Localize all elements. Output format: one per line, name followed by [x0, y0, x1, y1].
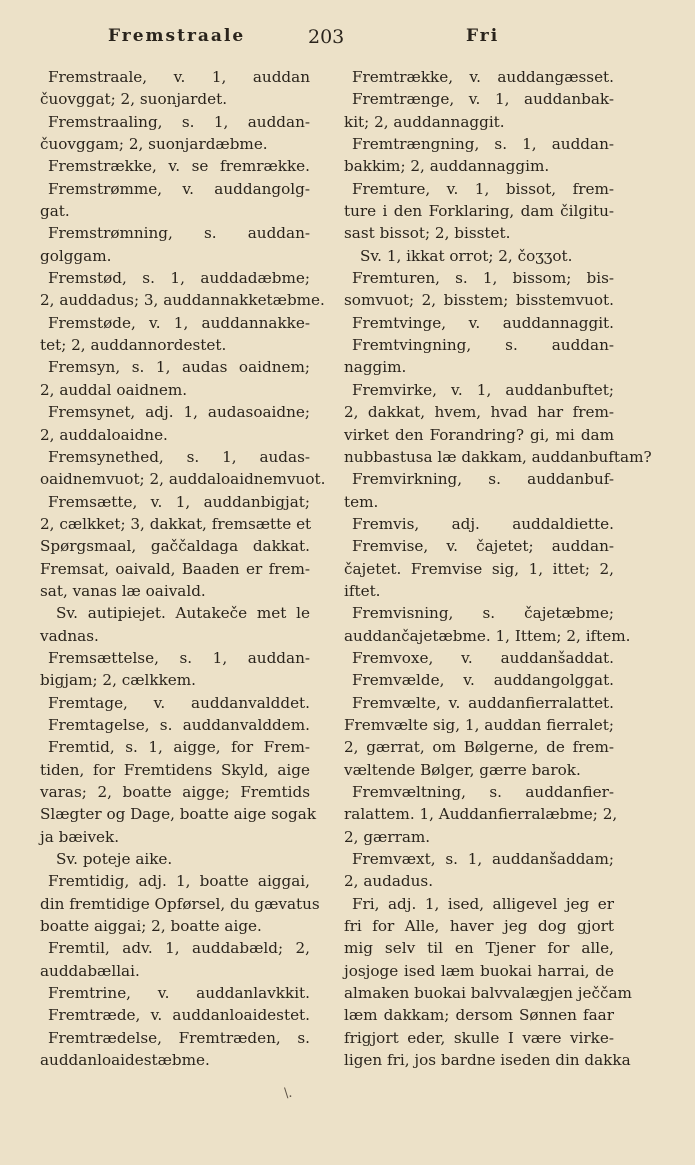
text-line: 2, auddadus; 3, auddannakketæbme.	[40, 291, 325, 310]
text-line: iftet.	[344, 581, 381, 600]
text-line: Fremstød, s. 1, auddadæbme;	[48, 269, 310, 288]
text-line: Fremvisning, s. čajetæbme;	[352, 604, 614, 623]
text-line: virket den Forandring? gi, mi dam	[344, 425, 614, 444]
text-line: Fremstraaling, s. 1, auddan-	[48, 112, 310, 131]
text-line: Fremvæxt, s. 1, auddanšaddam;	[352, 850, 614, 869]
text-line: čuovggat; 2, suonjardet.	[40, 90, 228, 109]
text-line: Fremvirke, v. 1, auddanbuftet;	[352, 380, 614, 399]
text-line: Fremturen, s. 1, bissom; bis-	[352, 269, 614, 288]
text-line: čuovggam; 2, suonjardæbme.	[40, 135, 268, 154]
text-line: Spørgsmaal, gaččaldaga dakkat.	[40, 537, 310, 556]
text-line: Fremtil, adv. 1, auddabæld; 2,	[48, 939, 310, 958]
text-line: naggim.	[344, 358, 407, 377]
text-line: 2, gærram.	[344, 827, 431, 846]
right-column	[344, 66, 652, 1071]
text-line: Fremtid, s. 1, aigge, for Frem-	[48, 738, 310, 757]
text-line: Fremsætte, v. 1, auddanbigjat;	[48, 492, 310, 511]
text-line: Fremstrømning, s. auddan-	[48, 224, 310, 243]
text-line: tem.	[344, 492, 379, 511]
text-line: ture i den Forklaring, dam čilgitu-	[344, 202, 614, 221]
text-line: Fremvælte sig, 1, auddan fierralet;	[344, 715, 614, 734]
text-line: Fri, adj. 1, ised, alligevel jeg er	[352, 894, 614, 913]
text-line: čajetet. Fremvise sig, 1, ittet; 2,	[344, 559, 614, 578]
text-line: Fremtage, v. auddanvalddet.	[48, 693, 310, 712]
text-line: læm dakkam; dersom Sønnen faar	[344, 1006, 614, 1025]
text-line: sat, vanas læ oaivald.	[40, 581, 206, 600]
text-line: 2, dakkat, hvem, hvad har frem-	[344, 403, 614, 422]
text-line: Fremture, v. 1, bissot, frem-	[352, 179, 614, 198]
left-column	[40, 66, 326, 1071]
text-line: kit; 2, auddannaggit.	[344, 112, 505, 131]
text-line: gat.	[40, 202, 70, 221]
text-line: vadnas.	[40, 626, 99, 645]
footer-mark: \.	[284, 1086, 293, 1101]
text-line: boatte aiggai; 2, boatte aige.	[40, 917, 262, 936]
text-line: Fremstrømme, v. auddangolg-	[48, 179, 310, 198]
text-line: 2, audadus.	[344, 872, 434, 891]
text-line: tiden, for Fremtidens Skyld, aige	[40, 760, 310, 779]
text-line: Sv. poteje aike.	[56, 850, 173, 869]
text-line: somvuot; 2, bisstem; bisstemvuot.	[344, 291, 614, 310]
text-line: Fremvise, v. čajetet; auddan-	[352, 537, 614, 556]
text-line: varas; 2, boatte aigge; Fremtids	[40, 783, 310, 801]
text-line: Fremtvingning, s. auddan-	[352, 336, 614, 355]
text-line: 2, auddal oaidnem.	[40, 380, 188, 399]
text-line: Fremsyn, s. 1, audas oaidnem;	[48, 358, 310, 377]
text-line: tet; 2, auddannordestet.	[40, 336, 227, 355]
text-line: sast bissot; 2, bisstet.	[344, 224, 511, 243]
text-line: Slægter og Dage, boatte aige sogak	[40, 805, 317, 824]
text-line: Fremtidig, adj. 1, boatte aiggai,	[48, 872, 310, 891]
text-line: josjoge ised læm buokai harrai, de	[344, 961, 614, 980]
text-line: Fremtrine, v. auddanlavkkit.	[48, 984, 310, 1003]
text-line: ja bæivek.	[40, 827, 120, 846]
text-line: Fremsynet, adj. 1, audasoaidne;	[48, 403, 310, 422]
text-line: auddanloaidestæbme.	[40, 1051, 210, 1070]
header-left-word: Fremstraale	[108, 26, 246, 46]
text-line: auddančajetæbme. 1, Ittem; 2, iftem.	[344, 626, 631, 645]
text-line: Fremstøde, v. 1, auddannakke-	[48, 313, 310, 332]
text-line: Fremstraale, v. 1, auddan	[48, 68, 310, 86]
text-line: ralattem. 1, Auddanfierralæbme; 2,	[344, 805, 618, 824]
text-line: Fremtrængning, s. 1, auddan-	[352, 135, 614, 154]
text-line: bigjam; 2, cælkkem.	[40, 671, 196, 690]
text-line: Fremvis, adj. auddaldiette.	[352, 514, 614, 533]
text-line: Fremstrække, v. se fremrække.	[48, 157, 310, 176]
text-line: bakkim; 2, auddannaggim.	[344, 157, 550, 176]
text-line: Fremsættelse, s. 1, auddan-	[48, 648, 310, 667]
text-line: Fremtagelse, s. auddanvalddem.	[48, 715, 310, 734]
text-line: nubbastusa læ dakkam, auddanbuftam?	[344, 447, 652, 466]
text-line: Sv. 1, ikkat orrot; 2, čoʒʒot.	[360, 246, 573, 265]
text-line: Fremtræde, v. auddanloaidestet.	[48, 1006, 310, 1025]
text-line: Fremvæltning, s. auddanfier-	[352, 783, 614, 801]
text-line: Fremsynethed, s. 1, audas-	[48, 447, 310, 466]
text-line: auddabællai.	[40, 961, 140, 980]
text-line: Fremvælte, v. auddanfierralattet.	[352, 693, 614, 712]
text-line: fri for Alle, haver jeg dog gjort	[344, 917, 614, 936]
text-line: væltende Bølger, gærre barok.	[344, 760, 581, 779]
text-line: 2, gærrat, om Bølgerne, de frem-	[344, 738, 614, 757]
text-line: Fremvirkning, s. auddanbuf-	[352, 470, 614, 489]
text-line: golggam.	[40, 246, 112, 265]
text-line: Fremvælde, v. auddangolggat.	[352, 671, 614, 690]
text-line: Fremtrække, v. auddangæsset.	[352, 68, 614, 86]
text-line: Fremtrænge, v. 1, auddanbak-	[352, 90, 614, 109]
text-line: Sv. autipiejet. Autakeče met le	[56, 604, 310, 623]
text-line: almaken buokai balvvalægjen ječčam	[344, 984, 632, 1003]
text-line: Fremtvinge, v. auddannaggit.	[352, 313, 614, 332]
text-line: 2, auddaloaidne.	[40, 425, 168, 444]
text-line: ligen fri, jos bardne iseden din dakka	[344, 1051, 631, 1070]
text-line: 2, cælkket; 3, dakkat, fremsætte et	[40, 514, 312, 533]
text-line: din fremtidige Opførsel, du gævatus	[40, 894, 320, 913]
text-line: frigjort eder, skulle I være virke-	[344, 1028, 614, 1047]
text-line: Fremsat, oaivald, Baaden er frem-	[40, 559, 310, 578]
header-right-word: Fri	[466, 26, 500, 46]
text-line: mig selv til en Tjener for alle,	[344, 939, 614, 958]
text-line: oaidnemvuot; 2, auddaloaidnemvuot.	[40, 470, 326, 489]
running-header	[0, 26, 695, 50]
page-number: 203	[308, 26, 345, 48]
text-line: Fremvoxe, v. auddanšaddat.	[352, 648, 614, 667]
text-line: Fremtrædelse, Fremtræden, s.	[48, 1028, 310, 1047]
